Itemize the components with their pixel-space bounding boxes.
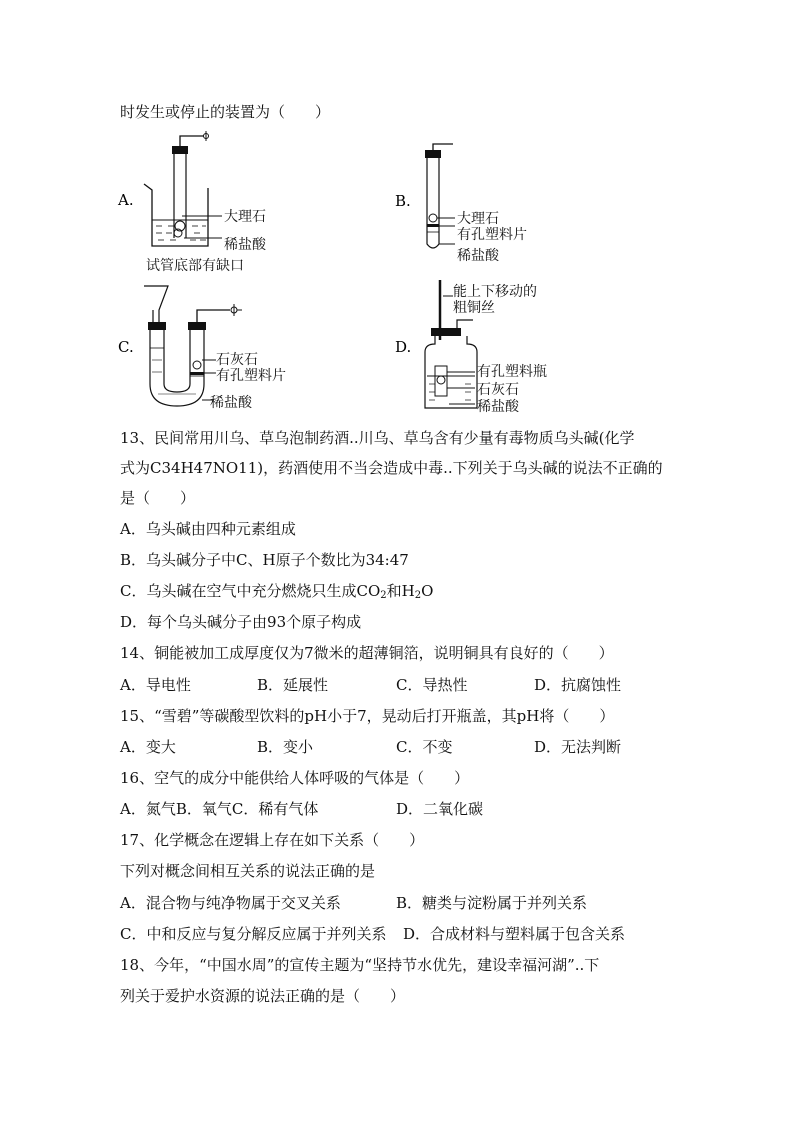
q14-option-a[interactable]: A．导电性 <box>120 676 191 694</box>
q17-option-d[interactable]: D．合成材料与塑料属于包含关系 <box>403 925 626 943</box>
q13-option-c-sub1: 2 <box>380 590 387 601</box>
label-d-wire-1: 能上下移动的 <box>453 284 537 300</box>
q13-option-d[interactable]: D．每个乌头碱分子由93个原子构成 <box>120 613 362 631</box>
q15-option-b[interactable]: B．变小 <box>257 738 314 756</box>
label-c-plate: 有孔塑料片 <box>216 368 286 384</box>
q14-option-d[interactable]: D．抗腐蚀性 <box>534 676 622 694</box>
label-d-limestone: 石灰石 <box>477 382 519 398</box>
label-b-hcl: 稀盐酸 <box>457 248 499 264</box>
apparatus-b-figure <box>395 138 575 268</box>
apparatus-a-figure <box>118 130 298 280</box>
q12-option-d-letter: D. <box>395 338 412 356</box>
q14-stem: 14、铜能被加工成厚度仅为7微米的超薄铜箔，说明铜具有良好的（ ） <box>120 644 614 662</box>
label-c-hcl: 稀盐酸 <box>210 395 252 411</box>
q13-option-a[interactable]: A．乌头碱由四种元素组成 <box>120 520 296 538</box>
label-a-marble: 大理石 <box>224 209 266 225</box>
q13-stem-line-2: 式为C34H47NO11)，药酒使用不当会造成中毒..下列关于乌头碱的说法不正确的 <box>120 459 663 477</box>
label-d-bottle: 有孔塑料瓶 <box>477 364 547 380</box>
q13-option-c-mid: 和H <box>386 582 415 600</box>
q15-stem: 15、“雪碧”等碳酸型饮料的pH小于7，晃动后打开瓶盖，其pH将（ ） <box>120 707 615 725</box>
q17-option-b[interactable]: B．糖类与淀粉属于并列关系 <box>396 894 588 912</box>
q17-option-c[interactable]: C．中和反应与复分解反应属于并列关系 <box>120 925 387 943</box>
q13-option-c-sub2: 2 <box>414 590 422 601</box>
q17-stem-line-2: 下列对概念间相互关系的说法正确的是 <box>120 862 376 880</box>
q12-diagram-d <box>395 280 595 420</box>
caption-a: 试管底部有缺口 <box>146 258 244 274</box>
q17-option-a[interactable]: A．混合物与纯净物属于交叉关系 <box>120 894 341 912</box>
label-b-marble: 大理石 <box>457 211 499 227</box>
q14-option-b[interactable]: B．延展性 <box>257 676 329 694</box>
label-a-hcl: 稀盐酸 <box>224 237 266 253</box>
q15-option-a[interactable]: A．变大 <box>120 738 176 756</box>
q15-option-d[interactable]: D．无法判断 <box>534 738 622 756</box>
q12-option-b-letter: B. <box>395 192 411 210</box>
q16-options-abc[interactable]: A．氮气B．氧气C．稀有气体 <box>120 800 319 818</box>
label-d-wire-2: 粗铜丝 <box>453 300 495 316</box>
q17-stem: 17、化学概念在逻辑上存在如下关系（ ） <box>120 831 425 849</box>
q12-diagram-a <box>118 130 298 280</box>
q16-stem: 16、空气的成分中能供给人体呼吸的气体是（ ） <box>120 769 470 787</box>
q16-option-d[interactable]: D．二氧化碳 <box>396 800 484 818</box>
label-d-hcl: 稀盐酸 <box>477 399 519 415</box>
q12-diagram-c <box>118 280 308 415</box>
q12-option-c-letter: C. <box>118 338 134 356</box>
apparatus-c-figure <box>118 280 308 415</box>
q12-diagram-b <box>395 138 575 268</box>
apparatus-d-figure <box>395 280 595 420</box>
q13-option-b[interactable]: B．乌头碱分子中C、H原子个数比为34:47 <box>120 551 409 569</box>
q13-option-c-pre: C．乌头碱在空气中充分燃烧只生成CO <box>120 582 381 600</box>
q13-option-c[interactable] <box>120 581 433 601</box>
q14-option-c[interactable]: C．导热性 <box>396 676 468 694</box>
q18-stem-line-2: 列关于爱护水资源的说法正确的是（ ） <box>120 987 406 1005</box>
label-b-plate: 有孔塑料片 <box>457 227 527 243</box>
q13-stem-line-3: 是（ ） <box>120 489 196 507</box>
q13-option-c-post: O <box>421 582 434 600</box>
q15-option-c[interactable]: C．不变 <box>396 738 453 756</box>
q18-stem-line-1: 18、今年，“中国水周”的宣传主题为“坚持节水优先，建设幸福河湖”..下 <box>120 956 600 974</box>
label-c-limestone: 石灰石 <box>216 352 258 368</box>
q13-stem-line-1: 13、民间常用川乌、草乌泡制药酒..川乌、草乌含有少量有毒物质乌头碱(化学 <box>120 429 635 447</box>
q12-stem-tail: 时发生或停止的装置为（ ） <box>120 103 331 121</box>
q12-option-a-letter: A. <box>118 191 134 209</box>
